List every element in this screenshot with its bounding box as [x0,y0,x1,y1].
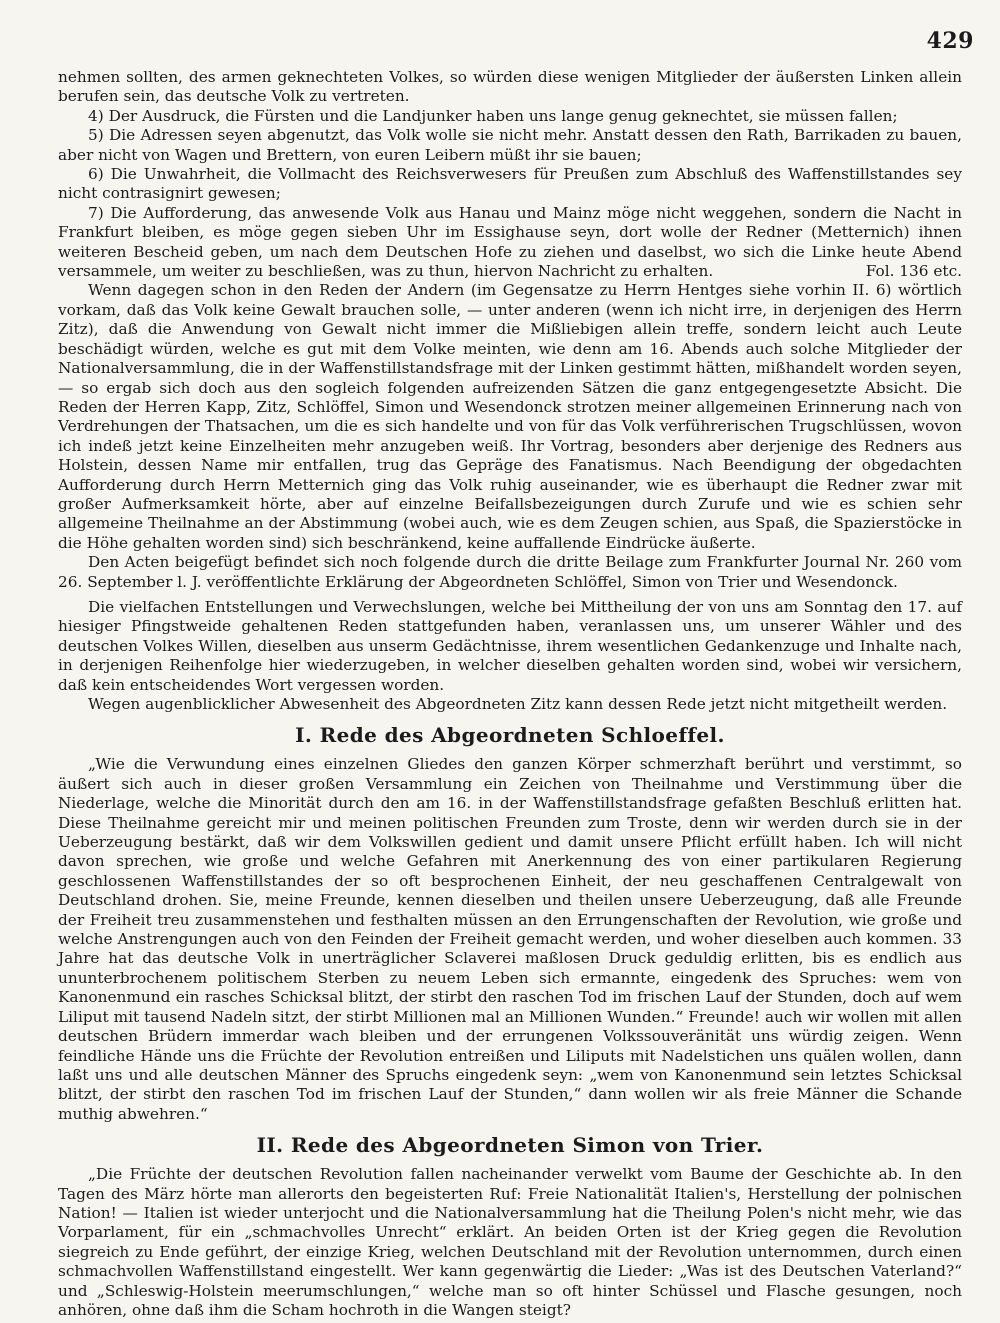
page-number: 429 [926,28,974,54]
absence-note: Wegen augenblicklicher Abwesenheit des Abgeordneten Zitz kann dessen Rede jetzt nicht mitgetheilt werden. [88,695,948,713]
list-item-6: 6) Die Unwahrheit, die Vollmacht des Reichsverwesers für Preußen zum Abschluß des Waffenstillstandes sey nicht contrasignirt gewesen; [58,165,962,203]
section-heading-simon: II. Rede des Abgeordneten Simon von Trier. [256,1133,764,1158]
speech-schloeffel: „Wie die Verwundung eines einzelnen Gliedes den ganzen Körper schmerzhaft berührt und verstimmt, so äußert sich auch in dieser großen Versammlung ein Zeichen von Theilnahme und Verstimmung über die Niederlage, welche die Minorität durch den am 16. in der Waffenstillstandsfrage gefaßten Beschluß erlitten hat. Diese Theilnahme gereicht mir und meinen politischen Freunden zum Troste, denn wir werden durch sie in der Ueberzeugung bestärkt, daß wir dem Volkswillen gedient und damit unsere Pflicht erfüllt haben. Ich will nicht davon sprechen, wie große und welche Gefahren mit Anerkennung des von einer partikularen Regierung geschlossenen Waffenstillstandes der so oft besprochenen Einheit, der neu geschaffenen Centralgewalt von Deutschland drohen. Sie, meine Freunde, kennen dieselben und theilen unsere Ueberzeugung, daß alle Freunde der Freiheit treu zusammenstehen und festhalten müssen an den Errungenschaften der Revolution, wie große und welche Anstrengungen auch von den Feinden der Freiheit gemacht werden, und woher dieselben auch kommen. 33 Jahre hat das deutsche Volk in unerträglicher Sclaverei maßlosen Druck geduldig erlitten, bis es endlich aus ununterbrochenem politischem Sterben zu neuem Leben sich ermannte, eingedenk des Spruches: wem von Kanonenmund ein rasches Schicksal blitzt, der stirbt den raschen Tod im frischen Lauf der Stunden, doch auf wem Liliput mit tausend Nadeln sitzt, der stirbt Millionen mal an Millionen Wunden.“ Freunde! auch wir wollen mit allen deutschen Brüdern immerdar wach bleiben und der errungenen Volkssouveränität uns würdig zeigen. Wenn feindliche Hände uns die Früchte der Revolution entreißen und Liliputs mit Nadelstichen uns quälen wollen, dann laßt uns und alle deutschen Männer des Spruchs eingedenk seyn: „wem von Kanonenmund sein letztes Schicksal blitzt, der stirbt den raschen Tod im frischen Lauf der Stunden,“ dann wollen wir als freie Männer die Schande muthig abwehren.“ [58,755,962,1123]
section-heading-schloeffel: I. Rede des Abgeordneten Schloeffel. [295,723,725,748]
list-item-4: 4) Der Ausdruck, die Fürsten und die Landjunker haben uns lange genug geknechtet, sie müssen fallen; [88,106,898,125]
declaration-paragraph: Die vielfachen Entstellungen und Verwechslungen, welche bei Mittheilung der von uns am Sonntag den 17. auf hiesiger Pfingstweide gehaltenen Reden stattgefunden haben, veranlassen uns, um unserer Wähler und des deutschen Volkes Willen, dieselben aus unserm Gedächtnisse, ihrem wesentlichen Gedankenzuge und Inhalte nach, in derjenigen Reihenfolge hier wiederzugeben, in welcher dieselben gehalten worden sind, wobei wir versichern, daß kein entscheidendes Wort vergessen worden. [58,597,962,694]
list-item-5: 5) Die Adressen seyen abgenutzt, das Volk wolle sie nicht mehr. Anstatt dessen den Rath, Barrikaden zu bauen, aber nicht von Wagen und Brettern, von euren Leibern müßt ihr sie bauen; [58,126,962,164]
body-text [58,68,962,1320]
acten-paragraph: Den Acten beigefügt befindet sich noch folgende durch die dritte Beilage zum Frankfurter Journal Nr. 260 vom 26. September l. J. veröffentlichte Erklärung der Abgeordneten Schlöffel, Simon von Trier und Wesendonck. [58,553,962,591]
list-item-7 [58,204,962,282]
folio-reference: Fol. 136 etc. [865,262,962,281]
paragraph-continuation: nehmen sollten, des armen geknechteten Volkes, so würden diese wenigen Mitglieder der äußersten Linken allein berufen sein, das deutsche Volk zu vertreten. [58,68,962,106]
list-item-7-text: 7) Die Aufforderung, das anwesende Volk aus Hanau und Mainz möge nicht weggehen, sondern die Nacht in Frankfurt bleiben, es möge gegen sieben Uhr im Essighause seyn, dort wolle der Redner (Metternich) ihnen weiteren Bescheid geben, um nach dem Deutschen Hofe zu ziehen und daselbst, wo sich die Linke heute Abend versammele, um weiter zu beschließen, was zu thun, hiervon Nachricht zu erhalten. [58,203,962,281]
testimony-paragraph: Wenn dagegen schon in den Reden der Andern (im Gegensatze zu Herrn Hentges siehe vorhin II. 6) wörtlich vorkam, daß das Volk keine Gewalt brauchen solle, — unter anderen (wenn ich nicht irre, in derjenigen des Herrn Zitz), daß die Anwendung von Gewalt nicht immer die Mißliebigen allein treffe, sondern leicht auch Leute beschädigt würden, welche es gut mit dem Volke meinten, wie denn am 16. Abends auch solche Mitglieder der Nationalversammlung, die in der Waffenstillstandsfrage mit der Linken gestimmt hätten, mißhandelt worden seyen, — so ergab sich doch aus den sogleich folgenden aufreizenden Sätzen die ganz entgegengesetzte Absicht. Die Reden der Herren Kapp, Zitz, Schlöffel, Simon und Wesendonck strotzen meiner allgemeinen Erinnerung nach von Verdrehungen der Thatsachen, um die es sich handelte und von für das Volk verführerischen Trugschlüssen, wovon ich indeß jetzt keine Einzelheiten mehr anzugeben weiß. Ihr Vortrag, besonders aber derjenige des Redners aus Holstein, dessen Name mir entfallen, trug das Gepräge des Fanatismus. Nach Beendigung der obgedachten Aufforderung durch Herrn Metternich ging das Volk ruhig auseinander, wie es überhaupt die Redner zwar mit großer Aufmerksamkeit hörte, aber auf einzelne Beifallsbezeigungen durch Zurufe und wie es schien sehr allgemeine Theilnahme an der Abstimmung (wobei auch, wie es dem Zeugen schien, aus Spaß, die Spazierstöcke in die Höhe gehalten worden sind) sich beschränkend, keine auffallende Eindrücke äußerte. [58,281,962,552]
speech-simon: „Die Früchte der deutschen Revolution fallen nacheinander verwelkt vom Baume der Geschichte ab. In den Tagen des März hörte man allerorts den begeisterten Ruf: Freie Nationalität Italien's, Herstellung der polnischen Nation! — Italien ist wieder unterjocht und die Nationalversammlung hat die Theilung Polen's nicht mehr, wie das Vorparlament, für ein „schmachvolles Unrecht“ erklärt. An beiden Orten ist der Krieg gegen die Revolution siegreich zu Ende geführt, der einzige Krieg, welchen Deutschland mit der Revolution unternommen, durch einen schmachvollen Waffenstillstand eingestellt. Wer kann gegenwärtig die Lieder: „Was ist des Deutschen Vaterland?“ und „Schleswig-Holstein meerumschlungen,“ welche man so oft hinter Schüssel und Flasche gesungen, noch anhören, ohne daß ihm die Scham hochroth in die Wangen steigt? [58,1165,962,1319]
